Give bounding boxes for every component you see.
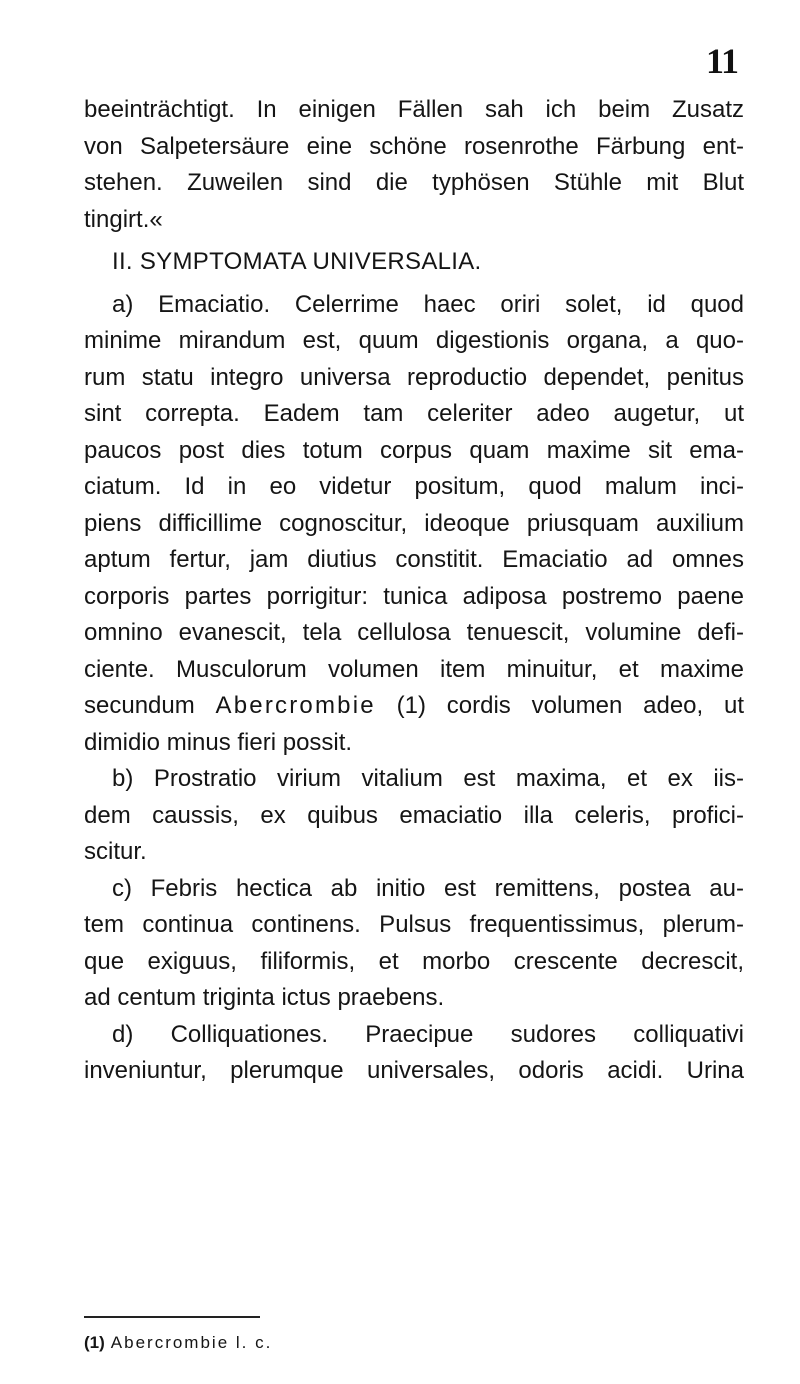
- text-line: corporis partes porrigitur: tunica adiposa postremo paene: [84, 582, 744, 610]
- text-line: tingirt.«: [84, 205, 163, 233]
- footnote-text: Abercrombie l. c.: [110, 1333, 273, 1352]
- footnote: [84, 1333, 272, 1353]
- text-line: inveniuntur, plerumque universales, odoris acidi. Urina: [84, 1057, 744, 1084]
- text-line: von Salpetersäure eine schöne rosenrothe Färbung ent-: [84, 132, 744, 160]
- text-line: scitur.: [84, 838, 147, 865]
- text-line: ciente. Musculorum volumen item minuitur, et maxime: [84, 655, 744, 683]
- text-line: minime mirandum est, quum digestionis organa, a quo-: [84, 327, 744, 354]
- section-heading: II. SYMPTOMATA UNIVERSALIA.: [112, 248, 482, 275]
- text-fragment: secundum: [84, 692, 216, 719]
- text-line: rum statu integro universa reproductio dependet, penitus: [84, 363, 744, 391]
- text-line: b) Prostratio virium vitalium est maxima, et ex iis-: [112, 765, 744, 792]
- page-body: [84, 92, 744, 1090]
- text-line-with-author: [84, 688, 744, 725]
- text-line: ad centum triginta ictus praebens.: [84, 984, 445, 1011]
- text-line: ciatum. Id in eo videtur positum, quod malum inci-: [84, 473, 744, 500]
- text-line: d) Colliquationes. Praecipue sudores colliquativi: [112, 1020, 744, 1048]
- text-line: c) Febris hectica ab initio est remittens, postea au-: [112, 874, 744, 902]
- text-line: tem continua continens. Pulsus frequentissimus, plerum-: [84, 911, 744, 938]
- text-line: que exiguus, filiformis, et morbo crescente decrescit,: [84, 947, 744, 975]
- text-line: dimidio minus fieri possit.: [84, 728, 353, 756]
- text-line: beeinträchtigt. In einigen Fällen sah ich beim Zusatz: [84, 96, 744, 123]
- footnote-divider: [84, 1316, 260, 1318]
- text-line: stehen. Zuweilen sind die typhösen Stühle mit Blut: [84, 169, 744, 196]
- text-line: aptum fertur, jam diutius constitit. Emaciatio ad omnes: [84, 546, 744, 573]
- text-line: omnino evanescit, tela cellulosa tenuescit, volumine defi-: [84, 619, 744, 646]
- text-line: paucos post dies totum corpus quam maxime sit ema-: [84, 436, 744, 464]
- text-line: sint correpta. Eadem tam celeriter adeo augetur, ut: [84, 400, 744, 427]
- text-line: a) Emaciatio. Celerrime haec oriri solet, id quod: [112, 290, 744, 318]
- text-line: piens difficillime cognoscitur, ideoque priusquam auxilium: [84, 509, 744, 537]
- text-line: dem caussis, ex quibus emaciatio illa celeris, profici-: [84, 801, 744, 829]
- author-name: Abercrombie: [215, 692, 376, 719]
- page-number: 11: [705, 41, 738, 81]
- footnote-marker: (1): [84, 1333, 105, 1352]
- text-fragment: (1) cordis volumen adeo, ut: [396, 692, 744, 719]
